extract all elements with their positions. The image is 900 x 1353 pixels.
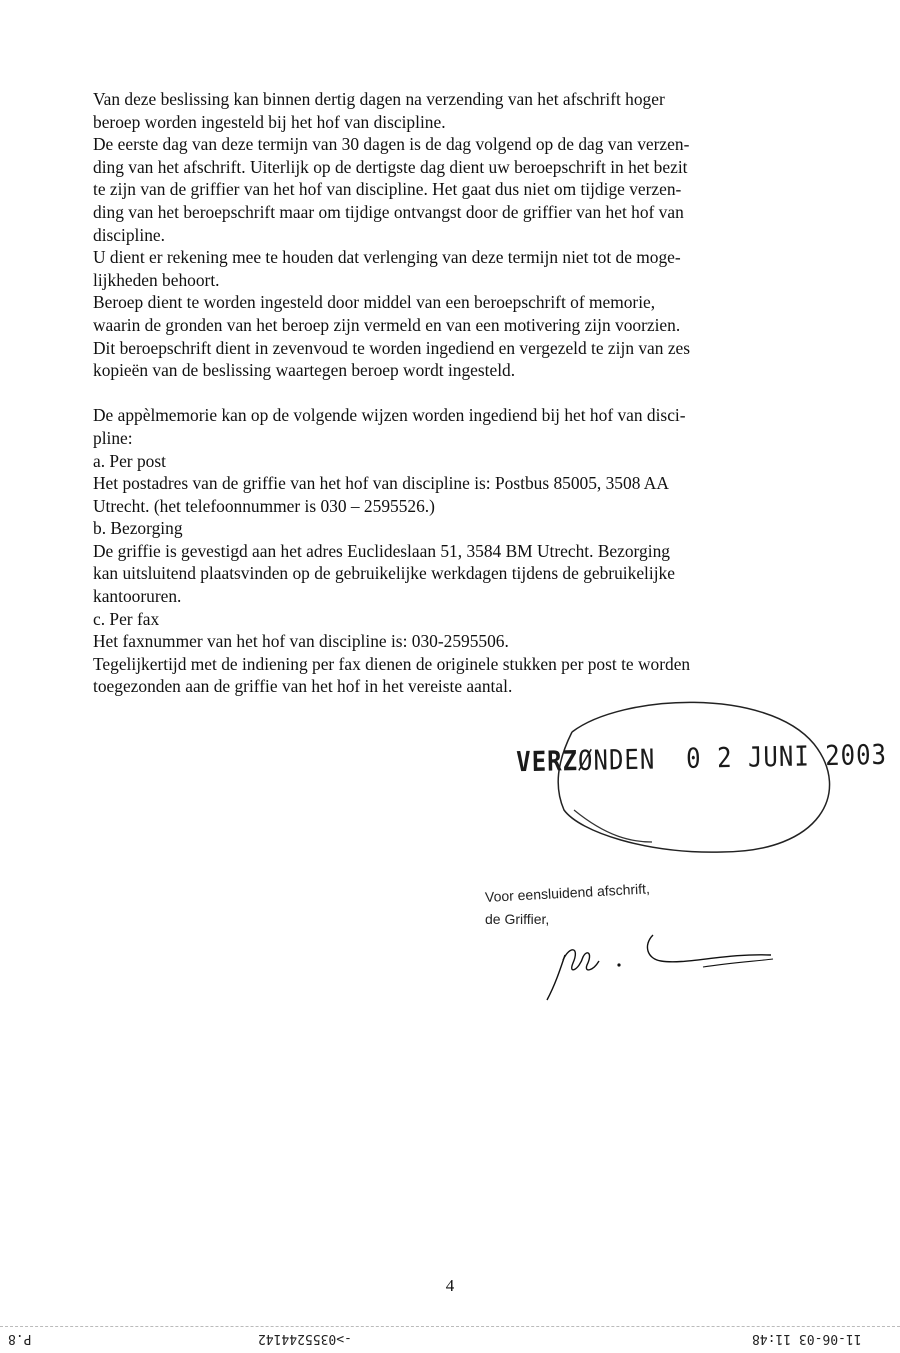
text-line: lijkheden behoort. <box>93 269 220 290</box>
text-line: kopieën van de beslissing waartegen beroep wordt ingesteld. <box>93 360 516 381</box>
text-line: Van deze beslissing kan binnen dertig dagen na verzending van het afschrift hoger <box>93 89 665 109</box>
stamp-circle-scribble <box>552 692 842 862</box>
text-line: De eerste dag van deze termijn van 30 dagen is de dag volgend op de dag van verzen- <box>93 134 690 155</box>
text-line: pline: <box>93 427 133 448</box>
text-line: beroep worden ingesteld bij het hof van discipline. <box>93 111 446 132</box>
text-line: b. Bezorging <box>93 518 183 539</box>
text-line: Dit beroepschrift dient in zevenvoud te worden ingediend en vergezeld te zijn van zes <box>93 337 691 358</box>
text-line: kan uitsluitend plaatsvinden op de gebruikelijke werkdagen tijdens de gebruikelijke <box>93 563 675 584</box>
fax-transmission-footer <box>0 1326 900 1353</box>
text-line: De appèlmemorie kan op de volgende wijzen worden ingediend bij het hof van disci- <box>93 405 686 426</box>
text-line: U dient er rekening mee te houden dat verlenging van deze termijn niet tot de moge- <box>93 247 681 268</box>
attestation-line: Voor eensluidend afschrift, <box>484 880 651 905</box>
paragraph-appeal-terms <box>93 88 793 382</box>
text-line: Het postadres van de griffie van het hof van discipline is: Postbus 85005, 3508 AA <box>93 473 669 494</box>
text-line: ding van het beroepschrift maar om tijdige ontvangst door de griffier van het hof van <box>93 201 684 222</box>
text-line: Het faxnummer van het hof van discipline is: 030-2595506. <box>93 631 509 652</box>
page-number: 4 <box>445 1276 455 1295</box>
clerk-signature <box>535 925 780 1005</box>
text-line: discipline. <box>93 224 165 245</box>
clerk-label: de Griffier, <box>485 911 550 927</box>
text-line: toegezonden aan de griffie van het hof in het vereiste aantal. <box>93 676 513 697</box>
text-line: Utrecht. (het telefoonnummer is 030 – 2595526.) <box>93 495 435 516</box>
fax-number: ->0355244142 <box>258 1331 352 1346</box>
stamp-date: 0 2 JUNI 2003 <box>685 738 888 775</box>
text-line: a. Per post <box>93 450 166 471</box>
stamp-word-bold: VERZ <box>516 744 579 779</box>
text-line: De griffie is gevestigd aan het adres Euclideslaan 51, 3584 BM Utrecht. Bezorging <box>93 540 670 561</box>
fax-timestamp: 11-06-03 11:48 <box>752 1331 862 1346</box>
text-line: kantooruren. <box>93 586 182 607</box>
paragraph-submission-methods <box>93 404 793 698</box>
text-line: te zijn van de griffier van het hof van discipline. Het gaat dus niet om tijdige verzen- <box>93 179 682 200</box>
paragraph-gap <box>93 382 793 405</box>
fax-page-count: P.8 <box>8 1331 32 1346</box>
text-line: ding van het afschrift. Uiterlijk op de dertigste dag dient uw beroepschrift in het bezit <box>93 156 688 177</box>
document-body <box>93 88 793 698</box>
text-line: waarin de gronden van het beroep zijn vermeld en van een motivering zijn voorzien. <box>93 314 681 335</box>
text-line: c. Per fax <box>93 608 160 629</box>
text-line: Beroep dient te worden ingesteld door middel van een beroepschrift of memorie, <box>93 292 656 313</box>
stamp-word-rest: ØNDEN <box>577 743 656 777</box>
text-line: Tegelijkertijd met de indiening per fax dienen de originele stukken per post te worden <box>93 653 691 674</box>
attestation-block <box>484 880 651 930</box>
